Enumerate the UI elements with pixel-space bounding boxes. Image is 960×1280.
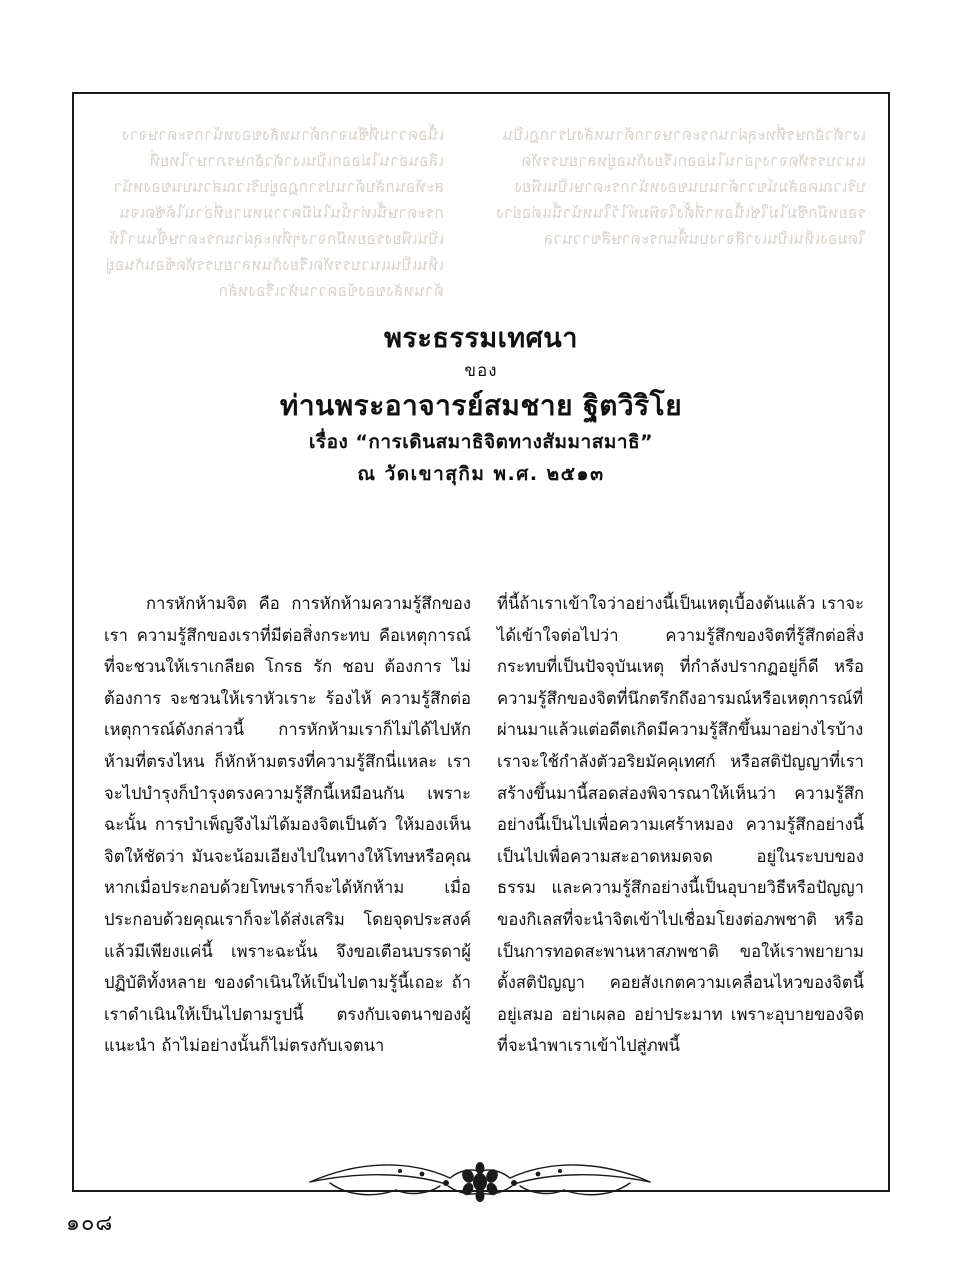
sermon-author-name: ท่านพระอาจารย์สมชาย ฐิตวิริโย (279, 389, 683, 422)
body-column-right (497, 588, 864, 1062)
body-paragraph-right: ที่นี้ถ้าเราเข้าใจว่าอย่างนี้เป็นเหตุเบื้องต้นแล้ว เราจะได้เข้าใจต่อไปว่า ความรู้สึกของจิตที่รู้สึกต่อสิ่งกระทบที่เป็นปัจจุบันเหตุ ที่กำลังปรากฏอยู่ก็ดี หรือความรู้สึกของจิตที่นึกตรึกถึงอารมณ์หรือเหตุการณ์ที่ผ่านมาแล้วแต่อดีตเกิดมีความรู้สึกขึ้นมาอย่างไรบ้าง เราจะใช้กำลังตัวอริยมัคคุเทศก์ หรือสติปัญญาที่เราสร้างขึ้นมานี้สอดส่องพิจารณาให้เห็นว่า ความรู้สึกอย่างนี้เป็นไปเพื่อความเศร้าหมอง ความรู้สึกอย่างนี้เป็นไปเพื่อความสะอาดหมดจด อยู่ในระบบของธรรม และความรู้สึกอย่างนี้เป็นอุบายวิธีหรือปัญญาของกิเลสที่จะนำจิตเข้าไปเชื่อมโยงต่อภพชาติ หรือเป็นการทอดสะพานหาสภพชาติ ขอให้เราพยายามตั้งสติปัญญา คอยสังเกตความเคลื่อนไหวของจิตนี้อยู่เสมอ อย่าเผลอ อย่าประมาท เพราะอุบายของจิตที่จะนำพาเราเข้าไปสู่ภพนี้ (497, 594, 864, 1056)
title-block (72, 322, 890, 490)
sermon-subject: เรื่อง “การเดินสมาธิจิตทางสัมมาสมาธิ” (308, 431, 654, 453)
body-columns (104, 588, 864, 1062)
sermon-place-year: ณ วัดเขาสุกิม พ.ศ. ๒๕๑๓ (357, 463, 605, 485)
sermon-title-main: พระธรรมเทศนา (384, 323, 578, 354)
body-paragraph-left: การหักห้ามจิต คือ การหักห้ามความรู้สึกของเรา ความรู้สึกของเราที่มีต่อสิ่งกระทบ คือเหตุการณ์ที่จะชวนให้เราเกลียด โกรธ รัก ชอบ ต้องการ ไม่ต้องการ จะชวนให้เราหัวเราะ ร้องไห้ ความรู้สึกต่อเหตุการณ์ดังกล่าวนี้ การหักห้ามเราก็ไม่ได้ไปหักห้ามที่ตรงไหน ก็หักห้ามตรงที่ความรู้สึกนี่แหละ เราจะไปบำรุงก็บำรุงตรงความรู้สึกนี้เหมือนกัน เพราะฉะนั้น การบำเพ็ญจึงไม่ได้มองจิตเป็นตัว ให้มองเห็นจิตให้ชัดว่า มันจะน้อมเอียงไปในทางให้โทษหรือคุณ หากเมื่อประกอบด้วยโทษเราก็จะได้หักห้าม เมื่อประกอบด้วยคุณเราก็จะได้ส่งเสริม โดยจุดประสงค์แล้วมีเพียงแค่นี้ เพราะฉะนั้น จึงขอเตือนบรรดาผู้ปฏิบัติทั้งหลาย ของดำเนินให้เป็นไปตามรู้นี้เถอะ ถ้าเราดำเนินให้เป็นไปตามรูปนี้ ตรงกับเจตนาของผู้แนะนำ ถ้าไม่อย่างนั้นก็ไม่ตรงกับเจตนา (104, 594, 471, 1056)
page-number: ๑๐๘ (66, 1211, 114, 1236)
bleed-through-text-left: เนื้อความที่ซึมจากด้านหลังของหน้ากระดาษจางเลือนอ่านไม่ออกเป็นเงาตัวอักษรภาษาไทยที่สะท้อนกลับด้านปรากฏอยู่บริเวณส่วนบนของหน้ากระดาษนี้เท่านั้นไม่มีความหมายที่อ่านได้ชัดเจนเป็นเพียงรอยหมึกจางๆที่ทะลุผ่านกระดาษขึ้นมาให้เห็นเป็นแนวบรรทัดเรียงกันหลายบรรทัดซ้อนกันอยู่ด้านหลังของข้อความหัวเรื่องหลัก (105, 126, 444, 300)
floral-divider-ornament-icon (300, 1152, 660, 1206)
bleed-through-text-right: เงาตัวอักษรที่ทะลุผ่านกระดาษจากด้านหลังปรากฏเป็นแนวบรรทัดจางๆอ่านไม่ออกเรียงกันอยู่หลายบรรทัดบริเวณคอลัมน์ขวาด้านบนของหน้ากระดาษเป็นเพียงรอยหมึกซึมไม่ใช่เนื้อหาที่ตั้งใจพิมพ์ไว้ในหน้านี้แต่อย่างใดมองเห็นเป็นเงาสีจางบนพื้นกระดาษสีขาวนวล (496, 126, 866, 248)
sermon-title-of: ของ (464, 361, 498, 381)
body-column-left (104, 588, 471, 1062)
